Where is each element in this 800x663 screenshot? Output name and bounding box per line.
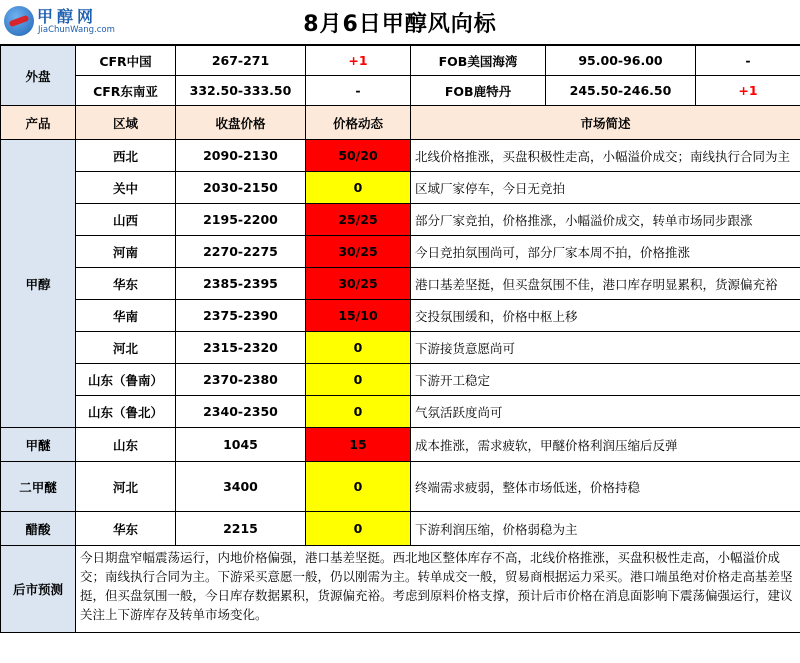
report-header xyxy=(0,0,800,45)
column-header-row xyxy=(1,106,800,140)
col-market-desc-header: 市场简述 xyxy=(411,106,800,140)
product-row xyxy=(1,428,800,462)
col-product-header: 产品 xyxy=(1,106,76,140)
close-price-cell: 2370-2380 xyxy=(176,364,306,396)
report-title: 8月6日甲醇风向标 xyxy=(303,12,497,37)
market-desc-cell: 下游开工稳定 xyxy=(411,364,800,396)
external-row xyxy=(1,46,800,76)
external-left-name: CFR中国 xyxy=(76,46,176,76)
close-price-cell: 2195-2200 xyxy=(176,204,306,236)
external-row xyxy=(1,76,800,106)
market-desc-cell: 气氛活跃度尚可 xyxy=(411,396,800,428)
external-left-price: 267-271 xyxy=(176,46,306,76)
product-row xyxy=(1,512,800,546)
region-cell: 河北 xyxy=(76,332,176,364)
price-move-cell: 25/25 xyxy=(306,204,411,236)
product-label: 二甲醚 xyxy=(1,462,76,512)
close-price-cell: 3400 xyxy=(176,462,306,512)
price-move-cell: 0 xyxy=(306,172,411,204)
product-row xyxy=(1,268,800,300)
market-desc-cell: 成本推涨，需求疲软，甲醚价格利润压缩后反弹 xyxy=(411,428,800,462)
external-right-price: 245.50-246.50 xyxy=(546,76,696,106)
external-right-name: FOB鹿特丹 xyxy=(411,76,546,106)
price-move-cell: 0 xyxy=(306,332,411,364)
region-cell: 山东（鲁北） xyxy=(76,396,176,428)
col-close-price-header: 收盘价格 xyxy=(176,106,306,140)
product-label: 甲醚 xyxy=(1,428,76,462)
price-move-cell: 0 xyxy=(306,512,411,546)
region-cell: 山东（鲁南） xyxy=(76,364,176,396)
region-cell: 华南 xyxy=(76,300,176,332)
product-label: 甲醇 xyxy=(1,140,76,428)
price-move-cell: 15/10 xyxy=(306,300,411,332)
close-price-cell: 2215 xyxy=(176,512,306,546)
region-cell: 华东 xyxy=(76,268,176,300)
external-right-change: - xyxy=(696,46,800,76)
external-left-change: - xyxy=(306,76,411,106)
col-price-move-header: 价格动态 xyxy=(306,106,411,140)
market-desc-cell: 交投氛围缓和，价格中枢上移 xyxy=(411,300,800,332)
region-cell: 西北 xyxy=(76,140,176,172)
region-cell: 山东 xyxy=(76,428,176,462)
close-price-cell: 2315-2320 xyxy=(176,332,306,364)
market-desc-cell: 终端需求疲弱，整体市场低迷，价格持稳 xyxy=(411,462,800,512)
product-row xyxy=(1,204,800,236)
forecast-text: 今日期盘窄幅震荡运行，内地价格偏强，港口基差坚挺。西北地区整体库存不高，北线价格推涨，买盘积极性走高，小幅溢价成交；南线执行合同为主。下游采买意愿一般，仍以刚需为主。转单成交一般，贸易商根据运力采买。港口端虽绝对价格走高基差坚挺，但买盘氛围一般，今日库存数据累积，货源偏充裕。考虑到原料价格支撑，预计后市价格在消息面影响下震荡偏强运行，建议关注上下游库存及转单市场变化。 xyxy=(76,546,800,633)
market-desc-cell: 下游接货意愿尚可 xyxy=(411,332,800,364)
external-right-name: FOB美国海湾 xyxy=(411,46,546,76)
close-price-cell: 2090-2130 xyxy=(176,140,306,172)
product-row xyxy=(1,172,800,204)
price-move-cell: 30/25 xyxy=(306,236,411,268)
close-price-cell: 2030-2150 xyxy=(176,172,306,204)
price-move-cell: 0 xyxy=(306,462,411,512)
close-price-cell: 2385-2395 xyxy=(176,268,306,300)
market-desc-cell: 区域厂家停车，今日无竞拍 xyxy=(411,172,800,204)
close-price-cell: 2340-2350 xyxy=(176,396,306,428)
forecast-row xyxy=(1,546,800,633)
product-row xyxy=(1,332,800,364)
logo-url: JiaChunWang.com xyxy=(38,25,115,35)
product-row xyxy=(1,140,800,172)
region-cell: 河北 xyxy=(76,462,176,512)
market-desc-cell: 今日竞拍氛围尚可，部分厂家本周不拍，价格推涨 xyxy=(411,236,800,268)
forecast-label: 后市预测 xyxy=(1,546,76,633)
market-desc-cell: 北线价格推涨，买盘积极性走高，小幅溢价成交；南线执行合同为主 xyxy=(411,140,800,172)
region-cell: 河南 xyxy=(76,236,176,268)
external-left-change: +1 xyxy=(306,46,411,76)
close-price-cell: 2270-2275 xyxy=(176,236,306,268)
price-move-cell: 30/25 xyxy=(306,268,411,300)
external-right-price: 95.00-96.00 xyxy=(546,46,696,76)
external-left-price: 332.50-333.50 xyxy=(176,76,306,106)
product-label: 醋酸 xyxy=(1,512,76,546)
product-row xyxy=(1,300,800,332)
price-move-cell: 15 xyxy=(306,428,411,462)
close-price-cell: 1045 xyxy=(176,428,306,462)
price-move-cell: 0 xyxy=(306,364,411,396)
product-row xyxy=(1,236,800,268)
region-cell: 山西 xyxy=(76,204,176,236)
close-price-cell: 2375-2390 xyxy=(176,300,306,332)
region-cell: 关中 xyxy=(76,172,176,204)
external-left-name: CFR东南亚 xyxy=(76,76,176,106)
logo-text: 甲醇网 xyxy=(37,7,98,26)
product-row xyxy=(1,462,800,512)
market-desc-cell: 下游利润压缩，价格弱稳为主 xyxy=(411,512,800,546)
price-move-cell: 50/20 xyxy=(306,140,411,172)
price-table xyxy=(0,45,800,633)
market-desc-cell: 港口基差坚挺，但买盘氛围不佳，港口库存明显累积，货源偏充裕 xyxy=(411,268,800,300)
market-desc-cell: 部分厂家竞拍，价格推涨，小幅溢价成交，转单市场同步跟涨 xyxy=(411,204,800,236)
price-move-cell: 0 xyxy=(306,396,411,428)
region-cell: 华东 xyxy=(76,512,176,546)
external-right-change: +1 xyxy=(696,76,800,106)
external-label: 外盘 xyxy=(1,46,76,106)
col-region-header: 区域 xyxy=(76,106,176,140)
product-row xyxy=(1,396,800,428)
product-row xyxy=(1,364,800,396)
